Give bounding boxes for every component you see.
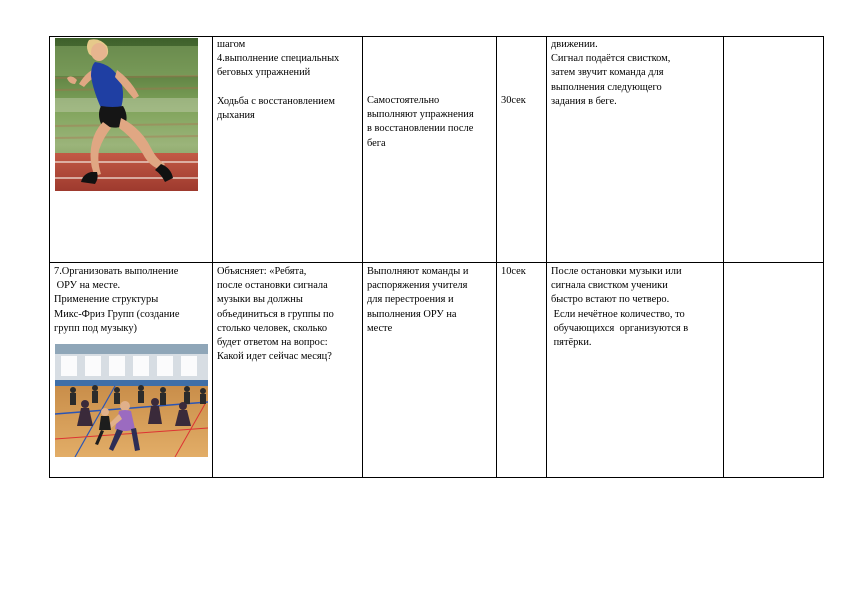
row1-time: 30сек xyxy=(501,95,526,106)
row2-teacher-line: Какой идет сейчас месяц? xyxy=(217,351,332,363)
row1-students-line: выполняют упражнения xyxy=(367,109,474,121)
row2-students-line: распоряжения учителя xyxy=(367,280,468,292)
row1-teacher-line: шагом xyxy=(217,39,246,50)
row2-time: 10сек xyxy=(501,266,526,277)
table-row xyxy=(50,37,824,263)
row2-time-cell xyxy=(497,263,547,478)
row2-teacher-line: музыки вы должны xyxy=(217,294,303,306)
row1-empty-cell xyxy=(724,37,824,263)
row1-teacher-line: дыхания xyxy=(217,109,255,121)
row1-students-cell xyxy=(363,37,497,263)
row2-notes-line: пятёрки. xyxy=(551,337,592,349)
row1-activity-cell xyxy=(50,37,213,263)
row2-teacher-line: после остановки сигнала xyxy=(217,280,328,292)
row2-notes-line: обучающихся организуются в xyxy=(551,322,689,334)
row2-teacher-cell xyxy=(213,263,363,478)
row1-notes-line: выполнения следующего xyxy=(551,81,662,93)
row1-notes-line: движении. xyxy=(551,39,598,50)
row1-time-cell xyxy=(497,37,547,263)
row2-notes-line: Если нечётное количество, то xyxy=(551,308,685,320)
row2-activity-line: групп под музыку) xyxy=(54,322,137,334)
row2-empty-cell xyxy=(724,263,824,478)
gym-class-photo xyxy=(55,344,208,457)
row2-teacher-line: объединиться в группы по xyxy=(217,308,334,320)
row1-students-line: в восстановлении после xyxy=(367,123,474,135)
row2-activity-cell xyxy=(50,263,213,478)
row2-notes-line: быстро встают по четверо. xyxy=(551,294,670,306)
row1-notes-line: задания в беге. xyxy=(551,95,617,107)
row2-activity-line: ОРУ на месте. xyxy=(54,280,121,292)
row1-notes-line: затем звучит команда для xyxy=(551,67,664,79)
lesson-plan-table xyxy=(49,36,824,478)
row1-students-line: Самостоятельно xyxy=(367,95,440,106)
spacer xyxy=(217,81,358,95)
row1-teacher-line: Ходьба с восстановлением xyxy=(217,95,335,107)
row2-teacher-line: будет ответом на вопрос: xyxy=(217,337,328,349)
table-row xyxy=(50,263,824,478)
row2-students-line: для перестроения и xyxy=(367,294,454,306)
row2-students-line: Выполняют команды и xyxy=(367,266,469,277)
row2-notes-cell xyxy=(547,263,724,478)
row2-activity-line: Применение структуры xyxy=(54,294,159,306)
row1-teacher-cell xyxy=(213,37,363,263)
row1-notes-line: Сигнал подаётся свистком, xyxy=(551,53,671,65)
row2-teacher-line: столько человек, сколько xyxy=(217,322,328,334)
row1-teacher-line: 4.выполнение специальных xyxy=(217,53,340,65)
row2-students-cell xyxy=(363,263,497,478)
row2-teacher-line: Объясняет: «Ребята, xyxy=(217,266,307,277)
row1-notes-cell xyxy=(547,37,724,263)
row2-notes-line: После остановки музыки или xyxy=(551,266,682,277)
row2-students-line: месте xyxy=(367,322,393,334)
row1-teacher-line: беговых упражнений xyxy=(217,67,311,79)
row2-activity-line: 7.Организовать выполнение xyxy=(54,266,179,277)
row2-notes-line: сигнала свистком ученики xyxy=(551,280,668,292)
row2-students-line: выполнения ОРУ на xyxy=(367,308,457,320)
row1-students-line: бега xyxy=(367,137,386,149)
row2-activity-line: Микс-Фриз Групп (создание xyxy=(54,308,180,320)
runner-photo xyxy=(55,38,198,191)
